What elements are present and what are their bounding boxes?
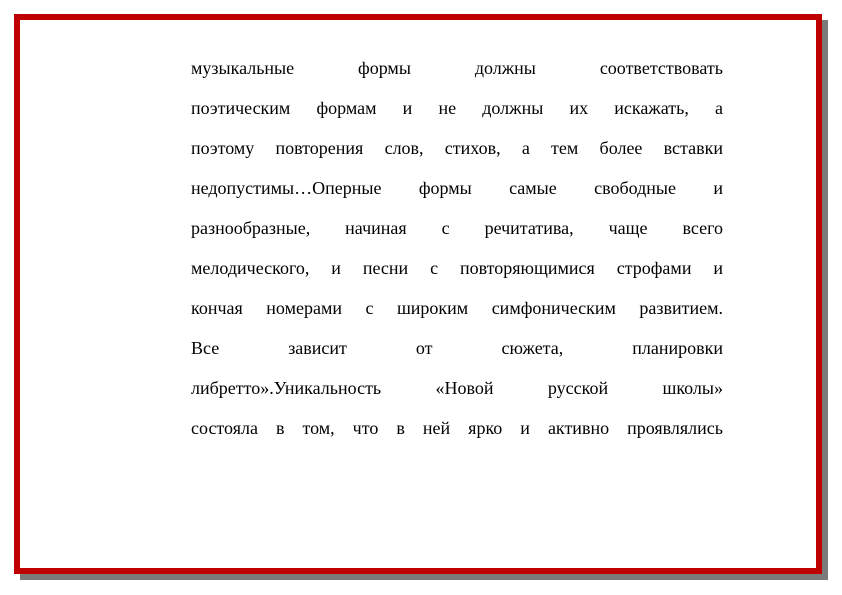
text-line-9: либретто».Уникальность «Новой русской школы» [191, 378, 723, 398]
text-line-10: состояла в том, что в ней ярко и активно проявлялись [191, 418, 723, 438]
text-line-4: недопустимы…Оперные формы самые свободные и [191, 178, 723, 198]
text-line-3: поэтому повторения слов, стихов, а тем более вставки [191, 138, 723, 158]
text-line-1: музыкальные формы должны соответствовать [191, 58, 723, 78]
text-line-6: мелодического, и песни с повторяющимися строфами и [191, 258, 723, 278]
body-text [191, 48, 723, 448]
text-line-8: Все зависит от сюжета, планировки [191, 338, 723, 358]
text-line-5: разнообразные, начиная с речитатива, чаще всего [191, 218, 723, 238]
text-line-2: поэтическим формам и не должны их искажать, а [191, 98, 723, 118]
text-line-7: кончая номерами с широким симфоническим развитием. [191, 298, 723, 318]
